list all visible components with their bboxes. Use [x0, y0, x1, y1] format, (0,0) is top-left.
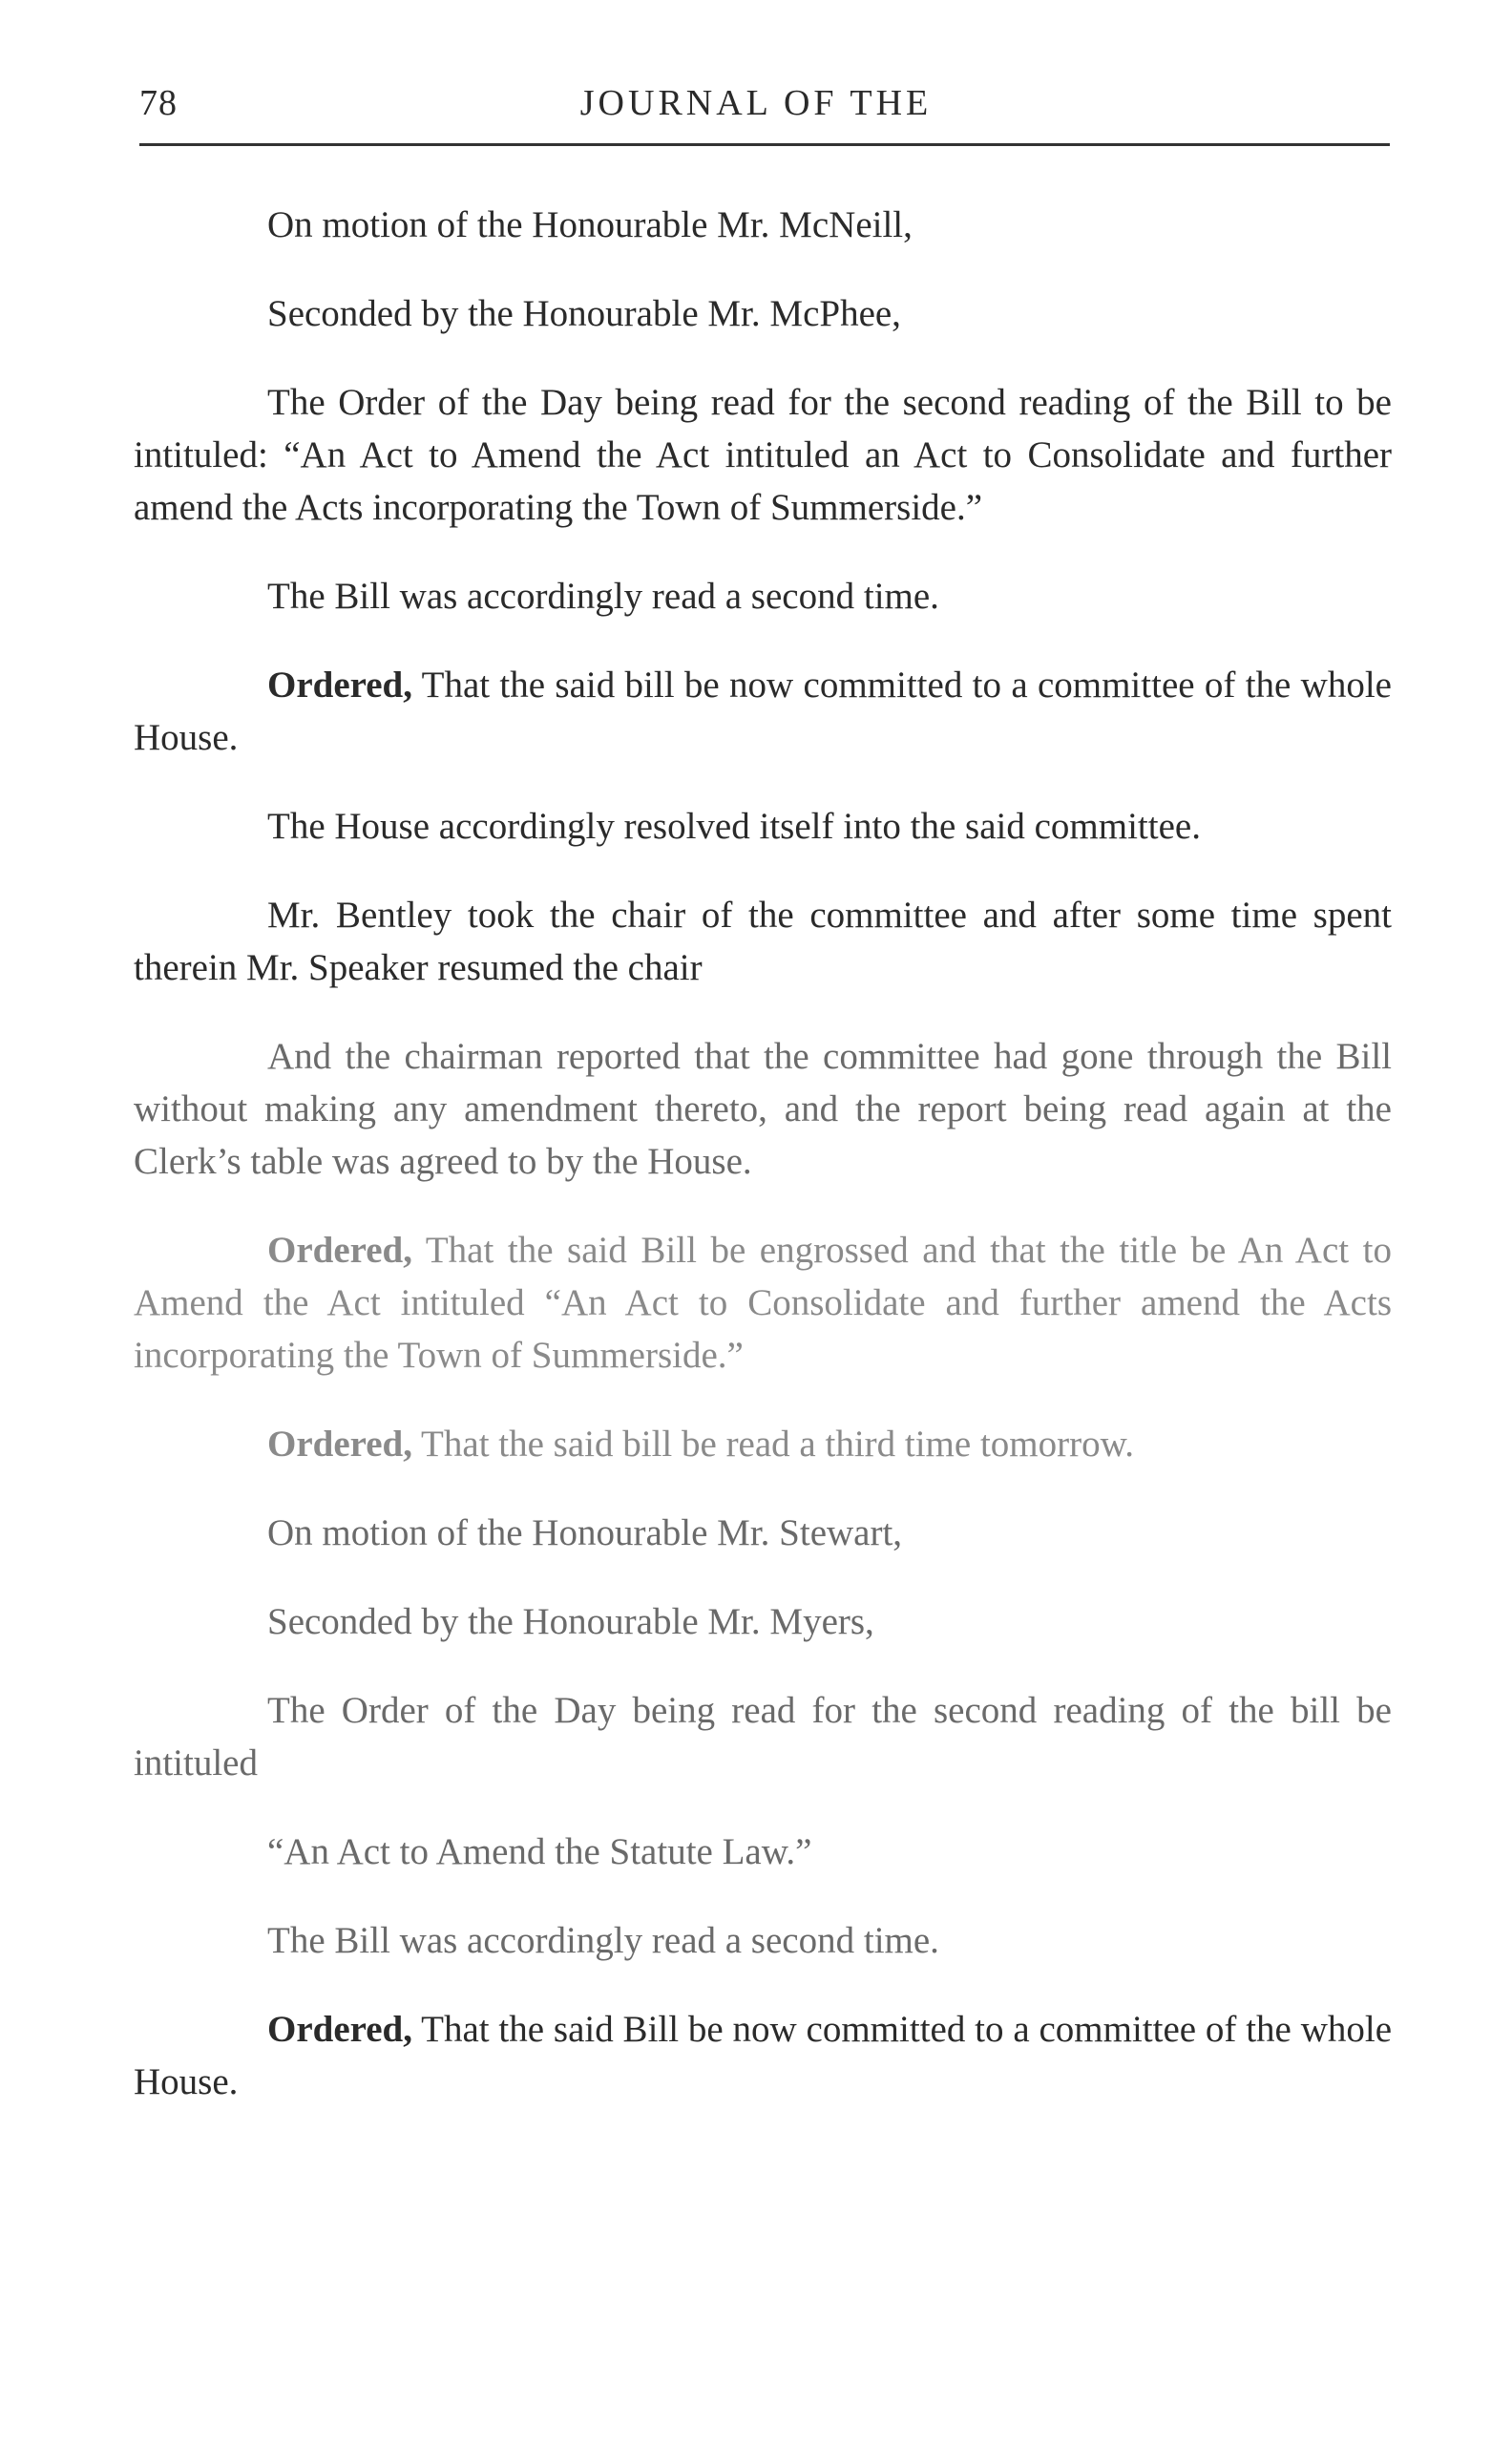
page-body [134, 199, 1392, 2144]
order-of-day-paragraph: The Order of the Day being read for the second reading of the bill be intituled [134, 1690, 1392, 1783]
bill-read-line: The Bill was accordingly read a second time. [267, 576, 939, 617]
order-of-day-paragraph: The Order of the Day being read for the second reading of the Bill to be intituled: “An Act to Amend the Act intituled an Act to Consolidate and further amend the Acts incorporating the Town of Summerside.” [134, 382, 1392, 528]
running-head: JOURNAL OF THE [579, 83, 933, 123]
ordered-lead: Ordered, [267, 2009, 413, 2050]
seconded-line: Seconded by the Honourable Mr. McPhee, [267, 293, 901, 334]
ordered-paragraph: Ordered, That the said Bill be engrossed and that the title be An Act to Amend the Act intituled “An Act to Consolidate and further amend the Acts incorporating the Town of Summerside.” [134, 1230, 1392, 1376]
chair-paragraph: Mr. Bentley took the chair of the committee and after some time spent therein Mr. Speaker resumed the chair [134, 895, 1392, 988]
motion-line: On motion of the Honourable Mr. Stewart, [267, 1512, 903, 1553]
ordered-lead: Ordered, [267, 1424, 413, 1465]
bill-read-line: The Bill was accordingly read a second time. [267, 1920, 939, 1961]
ordered-paragraph: Ordered, That the said bill be now committed to a committee of the whole House. [134, 665, 1392, 758]
motion-line: On motion of the Honourable Mr. McNeill, [267, 204, 913, 245]
header-rule [139, 143, 1390, 146]
act-title-line: “An Act to Amend the Statute Law.” [267, 1831, 812, 1872]
ordered-paragraph: Ordered, That the said Bill be now committed to a committee of the whole House. [134, 2009, 1392, 2102]
chairman-report-paragraph: And the chairman reported that the committee had gone through the Bill without making any amendment thereto, and the report being read again at the Clerk’s table was agreed to by the House. [134, 1036, 1392, 1182]
ordered-paragraph: Ordered, That the said bill be read a third time tomorrow. [267, 1424, 1134, 1465]
page-number: 78 [139, 83, 178, 123]
house-resolved-paragraph: The House accordingly resolved itself into the said committee. [267, 806, 1201, 847]
ordered-lead: Ordered, [267, 1230, 413, 1271]
seconded-line: Seconded by the Honourable Mr. Myers, [267, 1601, 874, 1642]
ordered-lead: Ordered, [267, 665, 413, 706]
